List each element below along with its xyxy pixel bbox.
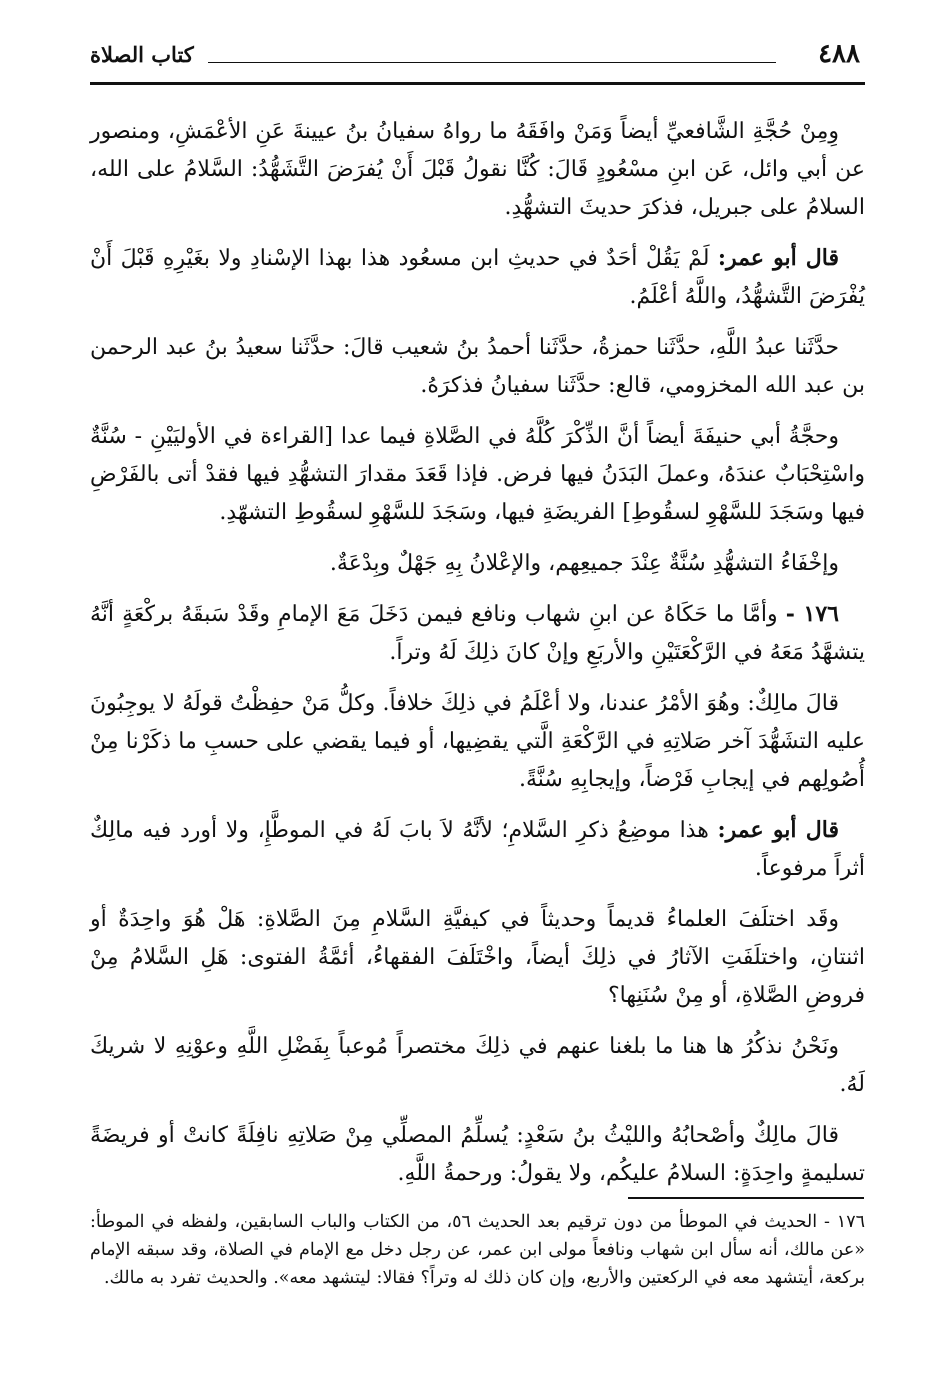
paragraph — [90, 595, 865, 672]
paragraph — [90, 1027, 865, 1104]
footnote-rule — [628, 1197, 864, 1199]
paragraph-lead: قال أبو عمر: — [717, 245, 839, 271]
paragraph-lead: ١٧٦ - — [785, 601, 839, 627]
paragraph — [90, 811, 865, 888]
paragraph-text: ونَحْنُ نذكُرُ ها هنا ما بلغنا عنهم في ذلِكَ مختصراً مُوعباً بِفَضْلِ اللَّهِ وعوْنِهِ لا شريكَ لَهُ. — [90, 1034, 865, 1097]
paragraph-text: قالَ مالِكٌ وأصْحابُهُ والليْثُ بنُ سَعْدٍ: يُسلِّمُ المصلِّي مِنْ صَلاتِهِ نافِلَةً كانتْ أو فريضَةً تسليمةٍ واحِدَةٍ: السلامُ عليكُم، ولا يقولُ: ورحمةُ اللَّهِ. — [90, 1123, 865, 1186]
paragraph — [90, 544, 865, 583]
paragraph-text: قالَ مالِكٌ: وهُوَ الأمْرُ عندنا، ولا أعْلَمُ في ذلِكَ خلافاً. وكلُّ مَنْ حفِظْتُ قولَهُ لا يوجِبُونَ عليه التشَهُّدَ آخر صَلاتِهِ في الرَّكْعَةِ الَّتي يقضِيها، أو فيما يقضي على حسبِ ما ذكَرْنا مِنْ أُصُولِهم في إيجابِ فَرْضاً، وإيجابِهِ سُنَّةً. — [90, 691, 865, 792]
main-text — [90, 112, 865, 1205]
paragraph-text: حدَّثَنا عبدُ اللَّهِ، حدَّثَنا حمزةُ، حدَّثَنا أحمدُ بنُ شعيب قالَ: حدَّثَنا سعيدُ بنُ عبد الرحمن بن عبد الله المخزومي، قالع: حدَّثَنا سفيانُ فذكرَهُ. — [90, 335, 865, 398]
footnote-text: ١٧٦ - الحديث في الموطأ من دون ترقيم بعد الحديث ٥٦، من الكتاب والباب السابقين، ولفظه في الموطأ: «عن مالك، أنه سأل ابن شهاب ونافعاً مولى ابن عمر، عن رجل دخل مع الإمام في الصلاة، وقد سبقه الإمام بركعة، أيتشهد معه في الركعتين والأربع، وإن كان ذلك له وتراً؟ فقالا: ليتشهد معه». والحديث تفرد به مالك. — [90, 1212, 865, 1288]
running-title: كتاب الصلاة — [90, 42, 194, 67]
paragraph — [90, 1116, 865, 1193]
paragraph-text: وأمَّا ما حَكَاهُ عن ابنِ شهاب ونافع فيمن دَخَلَ مَعَ الإمامِ وقَدْ سَبقَهُ بركْعَةٍ أنَّهُ يتشهَّدُ مَعَهُ في الرَّكْعَتَيْنِ والأربَعِ وإنْ كانَ ذلِكَ لَهُ وتراً. — [90, 602, 865, 665]
paragraph — [90, 900, 865, 1015]
paragraph-lead: قال أبو عمر: — [717, 817, 840, 843]
paragraph-text: وِمِنْ حُجَّةِ الشَّافعيِّ أيضاً وَمَنْ وافَقَهُ ما رواهُ سفيانُ بنُ عيينةَ عَنِ الأعْمَشِ، ومنصور عن أبي وائل، عَن ابنِ مسْعُودٍ قَالَ: كُنَّا نقولُ قَبْلَ أَنْ يُفرَضَ التَّشَهُّدُ: السَّلامُ على الله، السلامُ على جبريل، فذكرَ حديثَ التشهُّدِ. — [90, 119, 865, 220]
paragraph-text: وقَد اختلَفَ العلماءُ قديماً وحديثاً في كيفيَّةِ السَّلامِ مِنَ الصَّلاةِ: هَلْ هُوَ واحِدَةٌ أو اثنتانِ، واختلَفَتِ الآثارُ في ذلِكَ أيضاً، واخْتَلَفَ الفقهاءُ، أئمَّةُ الفتوى: هَلِ السَّلامُ مِنْ فروضِ الصَّلاةِ، أو مِنْ سُنَنِها؟ — [90, 907, 865, 1008]
footnote — [90, 1208, 865, 1292]
paragraph — [90, 417, 865, 532]
paragraph — [90, 112, 865, 227]
paragraph — [90, 239, 865, 316]
paragraph-text: وحجَّةُ أبي حنيفَةَ أيضاً أنَّ الذِّكْرَ كُلَّهُ في الصَّلاةِ فيما عدا [القراءة في الأوليَيْنِ - سُنَّةٌ واسْتِحْبَابٌ عندَهُ، وعملَ البَدَنُ فيها فرض. فإذا قَعَدَ مقدارَ التشهُّدِ فيها فقدْ أتى بالفَرْضِ فيها وسَجَدَ للسَّهْوِ لسقُوطِ] الفريضَةِ فيها، وسَجَدَ للسَّهْوِ لسقُوطِ التشهّدِ. — [90, 424, 865, 525]
paragraph — [90, 328, 865, 405]
paragraph-text: لَمْ يَقُلْ أحَدٌ في حديثِ ابن مسعُود هذا بهذا الإسْنادِ ولا بغَيْرِهِ قَبْلَ أَنْ يُفْرَضَ التَّشهُّدُ، واللَّهُ أعْلَمُ. — [90, 246, 865, 309]
header-short-rule — [208, 62, 776, 63]
page-header — [90, 34, 860, 80]
paragraph — [90, 684, 865, 799]
page-number: ٤٨٨ — [818, 39, 860, 69]
paragraph-text: هذا موضِعُ ذكرِ السَّلامِ؛ لأنَّهُ لاَ بابَ لَهُ في الموطَّإِ، ولا أورد فيه مالِكٌ أثراً مرفوعاً. — [90, 818, 865, 881]
paragraph-text: وإخْفَاءُ التشهُّدِ سُنَّةٌ عِنْدَ جميعِهم، والإعْلانُ بِهِ جَهْلٌ وبِدْعَةٌ. — [329, 551, 839, 576]
header-rule — [90, 82, 865, 85]
